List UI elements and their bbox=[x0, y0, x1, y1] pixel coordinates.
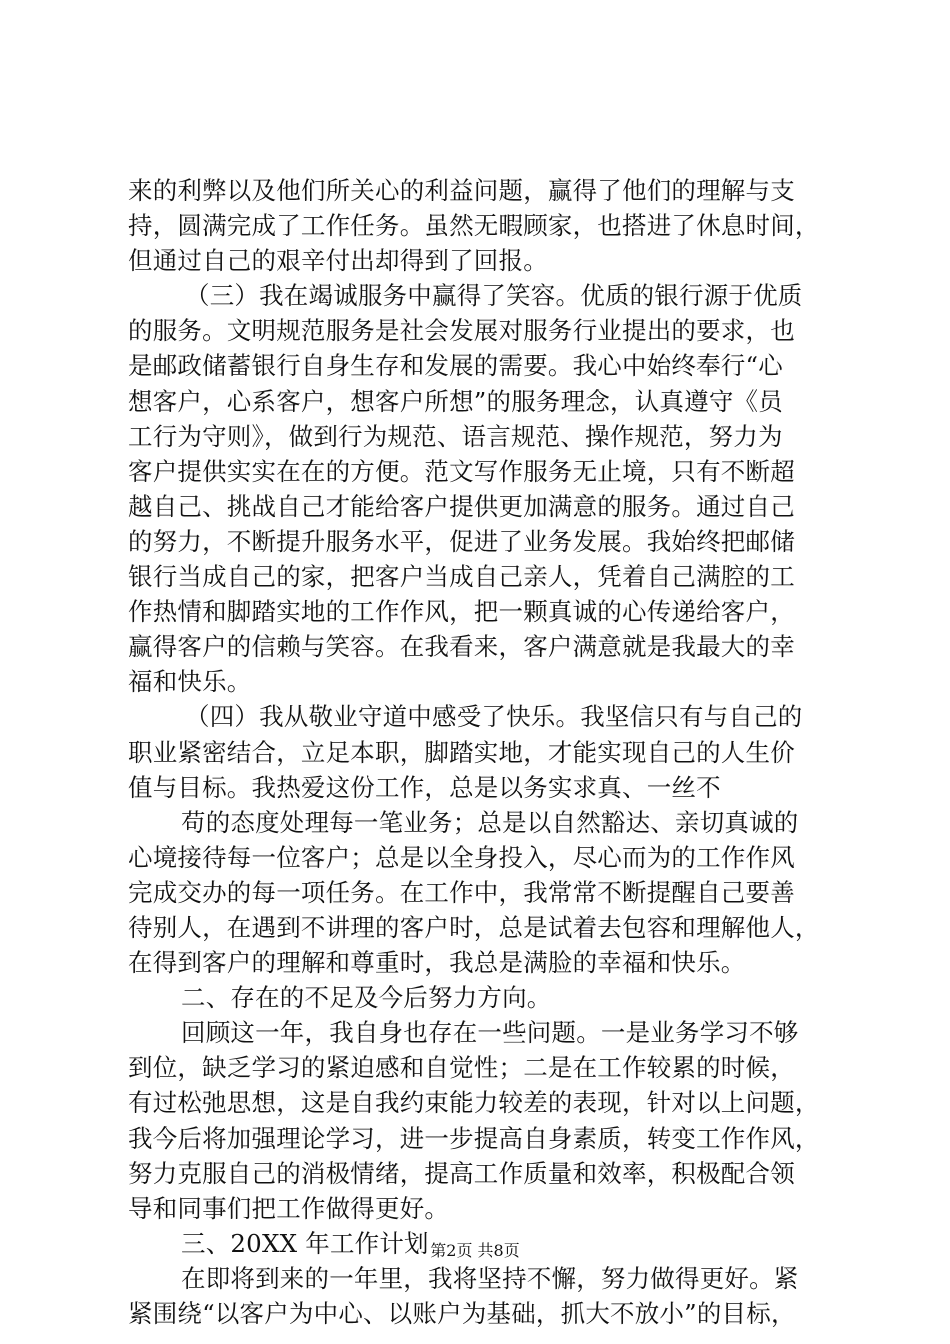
text-line: 越自己、挑战自己才能给客户提供更加满意的服务。通过自己 bbox=[128, 491, 795, 521]
text-line: 工行为守则》，做到行为规范、语言规范、操作规范，努力为 bbox=[128, 421, 783, 451]
text-line: 的服务。文明规范服务是社会发展对服务行业提出的要求，也 bbox=[128, 316, 795, 346]
text-line: 导和同事们把工作做得更好。 bbox=[128, 1193, 450, 1223]
text-line: 二、存在的不足及今后努力方向。 bbox=[181, 983, 552, 1013]
text-line: 我今后将加强理论学习，进一步提高自身素质，转变工作作风， bbox=[128, 1123, 820, 1153]
text-line: 是邮政储蓄银行自身生存和发展的需要。我心中始终奉行“心 bbox=[128, 351, 783, 381]
text-line: 紧围绕“以客户为中心、以账户为基础，抓大不放小”的目标， bbox=[128, 1299, 796, 1328]
text-line: 客户提供实实在在的方便。范文写作服务无止境，只有不断超 bbox=[128, 456, 795, 486]
text-line: 福和快乐。 bbox=[128, 667, 252, 697]
text-line: 但通过自己的艰辛付出却得到了回报。 bbox=[128, 246, 548, 276]
text-line: （三）我在竭诚服务中赢得了笑容。优质的银行源于优质 bbox=[185, 281, 803, 311]
text-line: 努力克服自己的消极情绪，提高工作质量和效率，积极配合领 bbox=[128, 1158, 795, 1188]
text-line: （四）我从敬业守道中感受了快乐。我坚信只有与自己的 bbox=[185, 702, 803, 732]
text-line: 的努力，不断提升服务水平，促进了业务发展。我始终把邮储 bbox=[128, 526, 795, 556]
text-line: 赢得客户的信赖与笑容。在我看来，客户满意就是我最大的幸 bbox=[128, 632, 795, 662]
text-line: 三、20XX 年工作计划 bbox=[181, 1228, 429, 1258]
text-line: 在即将到来的一年里，我将坚持不懈，努力做得更好。紧 bbox=[181, 1263, 799, 1293]
text-line: 想客户，心系客户，想客户所想”的服务理念，认真遵守《员 bbox=[128, 386, 783, 416]
text-line: 心境接待每一位客户；总是以全身投入，尽心而为的工作作风 bbox=[128, 842, 795, 872]
document-body bbox=[128, 173, 848, 1331]
text-line: 持，圆满完成了工作任务。虽然无暇顾家，也搭进了休息时间， bbox=[128, 211, 820, 241]
text-line: 待别人，在遇到不讲理的客户时，总是试着去包容和理解他人， bbox=[128, 912, 820, 942]
text-line: 苟的态度处理每一笔业务；总是以自然豁达、亲切真诚的 bbox=[181, 807, 799, 837]
text-line: 到位，缺乏学习的紧迫感和自觉性；二是在工作较累的时候， bbox=[128, 1053, 795, 1083]
text-line: 在得到客户的理解和尊重时，我总是满脸的幸福和快乐。 bbox=[128, 948, 746, 978]
text-line: 银行当成自己的家，把客户当成自己亲人，凭着自己满腔的工 bbox=[128, 562, 795, 592]
text-line: 回顾这一年，我自身也存在一些问题。一是业务学习不够 bbox=[181, 1018, 799, 1048]
text-line: 职业紧密结合，立足本职，脚踏实地，才能实现自己的人生价 bbox=[128, 737, 795, 767]
text-line: 有过松弛思想，这是自我约束能力较差的表现，针对以上问题， bbox=[128, 1088, 820, 1118]
text-line: 来的利弊以及他们所关心的利益问题，赢得了他们的理解与支 bbox=[128, 176, 795, 205]
text-line: 完成交办的每一项任务。在工作中，我常常不断提醒自己要善 bbox=[128, 877, 795, 907]
text-line: 作热情和脚踏实地的工作作风，把一颗真诚的心传递给客户， bbox=[128, 597, 795, 627]
page-footer: 第2页 共8页 bbox=[430, 1241, 520, 1260]
text-line: 值与目标。我热爱这份工作，总是以务实求真、一丝不 bbox=[128, 772, 721, 802]
